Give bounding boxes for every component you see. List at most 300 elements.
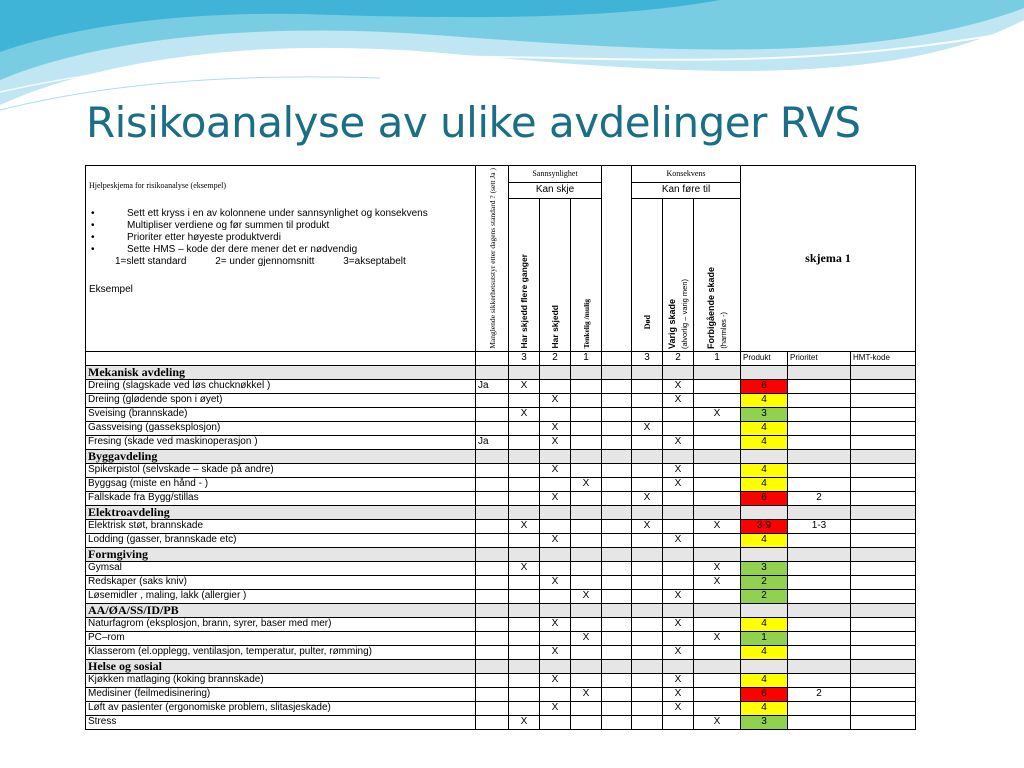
hazard-label: Medisiner (feilmedisinering): [86, 687, 476, 701]
prioritet-cell: [788, 645, 851, 659]
instruction-item: • Multipliser verdiene og før summen til produkt: [89, 220, 472, 232]
section-cell: [632, 603, 663, 617]
standard-cell: [476, 687, 509, 701]
section-title: Formgiving: [86, 547, 476, 561]
produkt-cell: 4: [741, 435, 788, 449]
sannsynlighet-cell: [509, 589, 540, 603]
konsekvens-cell: [694, 477, 741, 491]
konsekvens-cell: X: [694, 715, 741, 729]
spacer-cell: [602, 519, 632, 533]
spacer-cell: [602, 617, 632, 631]
sannsynlighet-cell: [509, 631, 540, 645]
spacer-cell: [602, 715, 632, 729]
slide-title: Risikoanalyse av ulike avdelinger RVS: [86, 98, 861, 147]
prioritet-cell: [788, 393, 851, 407]
table-row: [86, 421, 916, 435]
sannsynlighet-cell: [540, 379, 571, 393]
konsekvens-cell: [632, 533, 663, 547]
sannsynlighet-cell: X: [509, 519, 540, 533]
section-cell: [571, 659, 602, 673]
hmt-cell: [851, 575, 916, 589]
table-row: [86, 533, 916, 547]
konsekvens-cell: [694, 421, 741, 435]
hazard-label: Sveising (brannskade): [86, 407, 476, 421]
section-cell: [632, 365, 663, 379]
konsekvens-cell: X: [663, 589, 694, 603]
produkt-cell: 6: [741, 687, 788, 701]
prioritet-cell: [788, 575, 851, 589]
score-number: 2: [540, 351, 571, 365]
sannsynlighet-cell: [571, 701, 602, 715]
sannsynlighet-cell: [571, 393, 602, 407]
help-title: Hjelpeskjema for risikoanalyse (eksempel): [89, 181, 227, 190]
produkt-cell: 4: [741, 421, 788, 435]
standard-cell: [476, 477, 509, 491]
konsekvens-cell: [663, 561, 694, 575]
section-cell: [476, 659, 509, 673]
scale-item: 2= under gjennomsnitt: [215, 256, 315, 267]
hmt-cell: [851, 673, 916, 687]
konsekvens-cell: [663, 519, 694, 533]
instruction-list: [89, 208, 472, 256]
table-row: [86, 491, 916, 505]
konsekvens-cell: [663, 631, 694, 645]
konsekvens-cell: [632, 463, 663, 477]
prioritet-cell: [788, 533, 851, 547]
sannsynlighet-cell: X: [509, 379, 540, 393]
hmt-cell: [851, 617, 916, 631]
table-row: [86, 379, 916, 393]
section-cell: [571, 365, 602, 379]
sannsynlighet-cell: [540, 519, 571, 533]
konsekvens-cell: [632, 561, 663, 575]
sannsynlighet-cell: X: [540, 435, 571, 449]
hazard-label: Fallskade fra Bygg/stillas: [86, 491, 476, 505]
section-cell: [663, 547, 694, 561]
sannsynlighet-cell: [509, 477, 540, 491]
section-cell: [788, 659, 851, 673]
konsekvens-cell: [632, 435, 663, 449]
sannsynlighet-cell: [509, 673, 540, 687]
hmt-cell: [851, 463, 916, 477]
prioritet-cell: [788, 477, 851, 491]
hmt-cell: [851, 435, 916, 449]
spacer-cell: [602, 421, 632, 435]
konsekvens-cell: [632, 575, 663, 589]
section-cell: [851, 365, 916, 379]
help-cell: [86, 166, 476, 352]
section-cell: [788, 365, 851, 379]
produkt-cell: 3: [741, 715, 788, 729]
col-dod: Død: [632, 199, 663, 352]
produkt-cell: 3-9: [741, 519, 788, 533]
table-row: [86, 435, 916, 449]
hmt-cell: [851, 561, 916, 575]
hmt-cell: [851, 631, 916, 645]
konsekvens-cell: X: [663, 701, 694, 715]
hmt-cell: [851, 533, 916, 547]
konsekvens-cell: X: [663, 435, 694, 449]
hmt-cell: [851, 379, 916, 393]
sannsynlighet-cell: X: [540, 491, 571, 505]
score-number: 1: [694, 351, 741, 365]
standard-cell: [476, 617, 509, 631]
produkt-cell: 4: [741, 701, 788, 715]
konsekvens-cell: [663, 715, 694, 729]
section-cell: [540, 547, 571, 561]
konsekvens-cell: X: [632, 491, 663, 505]
spacer-cell: [602, 575, 632, 589]
sannsynlighet-cell: X: [571, 631, 602, 645]
skjema-label: skjema 1: [741, 166, 916, 352]
spacer-cell: [602, 407, 632, 421]
col-har-skjedd: Har skjedd: [540, 199, 571, 352]
konsekvens-cell: X: [663, 393, 694, 407]
section-cell: [571, 603, 602, 617]
table-row: [86, 463, 916, 477]
score-number: 1: [571, 351, 602, 365]
standard-cell: [476, 715, 509, 729]
sannsynlighet-header: Sannsynlighet: [509, 166, 602, 183]
sannsynlighet-cell: [509, 617, 540, 631]
section-cell: [509, 505, 540, 519]
sannsynlighet-cell: [540, 589, 571, 603]
sannsynlighet-cell: [509, 393, 540, 407]
sannsynlighet-cell: [571, 533, 602, 547]
sannsynlighet-cell: X: [571, 687, 602, 701]
konsekvens-cell: [694, 617, 741, 631]
table-row: [86, 617, 916, 631]
spacer-cell: [602, 393, 632, 407]
prioritet-cell: [788, 407, 851, 421]
section-cell: [476, 505, 509, 519]
konsekvens-cell: X: [632, 421, 663, 435]
section-cell: [851, 505, 916, 519]
konsekvens-cell: X: [663, 645, 694, 659]
section-row: [86, 603, 916, 617]
hmt-cell: [851, 393, 916, 407]
spacer-cell: [602, 673, 632, 687]
table-row: [86, 645, 916, 659]
sannsynlighet-cell: [571, 645, 602, 659]
prioritet-cell: [788, 701, 851, 715]
konsekvens-cell: [694, 533, 741, 547]
scale-item: 1=slett standard: [115, 256, 187, 267]
hazard-label: Fresing (skade ved maskinoperasjon ): [86, 435, 476, 449]
standard-cell: [476, 491, 509, 505]
sannsynlighet-cell: [571, 673, 602, 687]
score-number: 3: [509, 351, 540, 365]
konsekvens-cell: X: [694, 561, 741, 575]
section-cell: [602, 365, 632, 379]
section-cell: [632, 505, 663, 519]
sannsynlighet-cell: [509, 687, 540, 701]
prioritet-cell: 1-3: [788, 519, 851, 533]
col-varig-skade: Varig skade (alvorlig – varig men): [663, 199, 694, 352]
spacer-cell: [602, 477, 632, 491]
instruction-item: • Sett ett kryss i en av kolonnene under sannsynlighet og konsekvens: [89, 208, 472, 220]
sannsynlighet-cell: [540, 715, 571, 729]
hmt-cell: [851, 519, 916, 533]
section-cell: [851, 603, 916, 617]
prioritet-cell: [788, 435, 851, 449]
sannsynlighet-cell: [571, 435, 602, 449]
section-title: AA/ØA/SS/ID/PB: [86, 603, 476, 617]
score-number: 2: [663, 351, 694, 365]
table-row: [86, 715, 916, 729]
spacer-cell: [602, 701, 632, 715]
kan-skje-header: Kan skje: [509, 182, 602, 199]
standard-cell: [476, 393, 509, 407]
section-cell: [476, 603, 509, 617]
col-har-skjedd-flere: Har skjedd flere ganger: [509, 199, 540, 352]
section-row: [86, 659, 916, 673]
spacer-cell: [602, 463, 632, 477]
sannsynlighet-cell: [571, 519, 602, 533]
section-cell: [476, 449, 509, 463]
scale-item: 3=akseptabelt: [343, 256, 406, 267]
sannsynlighet-cell: X: [540, 463, 571, 477]
section-title: Helse og sosial: [86, 659, 476, 673]
table-row: [86, 561, 916, 575]
section-cell: [632, 547, 663, 561]
sannsynlighet-cell: X: [540, 617, 571, 631]
table-row: [86, 407, 916, 421]
konsekvens-cell: X: [663, 687, 694, 701]
col-forbigaende-skade: Forbigående skade (harmløs -): [694, 199, 741, 352]
prioritet-cell: 2: [788, 687, 851, 701]
sannsynlighet-cell: X: [509, 561, 540, 575]
konsekvens-cell: [632, 477, 663, 491]
instruction-item: • Sette HMS – kode der dere mener det er nødvendig: [89, 244, 472, 256]
hmt-cell: [851, 491, 916, 505]
hazard-label: PC–rom: [86, 631, 476, 645]
sannsynlighet-cell: [571, 561, 602, 575]
hazard-label: Lodding (gasser, brannskade etc): [86, 533, 476, 547]
sannsynlighet-cell: [571, 575, 602, 589]
section-cell: [571, 505, 602, 519]
sannsynlighet-cell: [540, 631, 571, 645]
konsekvens-cell: [694, 393, 741, 407]
section-cell: [694, 603, 741, 617]
sannsynlighet-cell: X: [509, 407, 540, 421]
sannsynlighet-cell: [571, 617, 602, 631]
produkt-cell: 6: [741, 491, 788, 505]
standard-cell: [476, 575, 509, 589]
konsekvens-cell: [663, 575, 694, 589]
section-cell: [788, 603, 851, 617]
konsekvens-cell: [694, 645, 741, 659]
section-cell: [788, 547, 851, 561]
produkt-header: Produkt: [741, 351, 788, 365]
section-cell: [663, 365, 694, 379]
standard-cell: [476, 631, 509, 645]
section-cell: [694, 449, 741, 463]
produkt-cell: 3: [741, 561, 788, 575]
scale-legend: [89, 256, 472, 268]
sannsynlighet-cell: X: [540, 575, 571, 589]
konsekvens-cell: [632, 589, 663, 603]
section-cell: [851, 547, 916, 561]
sannsynlighet-cell: [540, 687, 571, 701]
produkt-cell: 6: [741, 379, 788, 393]
section-cell: [509, 365, 540, 379]
section-cell: [602, 547, 632, 561]
konsekvens-cell: [694, 463, 741, 477]
produkt-cell: 4: [741, 393, 788, 407]
konsekvens-cell: [694, 435, 741, 449]
section-cell: [741, 659, 788, 673]
prioritet-cell: [788, 589, 851, 603]
konsekvens-cell: X: [663, 617, 694, 631]
section-row: [86, 449, 916, 463]
konsekvens-cell: X: [663, 379, 694, 393]
risk-table: [85, 165, 916, 730]
produkt-cell: 4: [741, 477, 788, 491]
konsekvens-cell: [632, 645, 663, 659]
sannsynlighet-cell: [571, 407, 602, 421]
table-row: [86, 589, 916, 603]
konsekvens-cell: [694, 687, 741, 701]
konsekvens-cell: [663, 407, 694, 421]
sannsynlighet-cell: [509, 421, 540, 435]
konsekvens-cell: X: [663, 463, 694, 477]
produkt-cell: 4: [741, 463, 788, 477]
konsekvens-cell: [694, 379, 741, 393]
kan-fore-til-header: Kan føre til: [632, 182, 741, 199]
konsekvens-cell: X: [694, 519, 741, 533]
standard-cell: [476, 533, 509, 547]
konsekvens-cell: [632, 617, 663, 631]
sannsynlighet-cell: X: [571, 589, 602, 603]
hazard-label: Byggsag (miste en hånd - ): [86, 477, 476, 491]
sannsynlighet-cell: [540, 477, 571, 491]
hazard-label: Naturfagrom (eksplosjon, brann, syrer, baser med mer): [86, 617, 476, 631]
spacer-cell: [602, 631, 632, 645]
standard-cell: [476, 561, 509, 575]
prioritet-cell: 2: [788, 491, 851, 505]
hazard-label: Klasserom (el.opplegg, ventilasjon, temperatur, pulter, rømming): [86, 645, 476, 659]
prioritet-header: Prioritet: [788, 351, 851, 365]
section-cell: [694, 659, 741, 673]
konsekvens-header: Konsekvens: [632, 166, 741, 183]
hmt-cell: [851, 645, 916, 659]
spacer-cell: [602, 491, 632, 505]
sannsynlighet-cell: [509, 645, 540, 659]
section-cell: [741, 365, 788, 379]
prioritet-cell: [788, 379, 851, 393]
hmt-header: HMT-kode: [851, 351, 916, 365]
konsekvens-cell: [694, 589, 741, 603]
hazard-label: Kjøkken matlaging (koking brannskade): [86, 673, 476, 687]
spacer-cell: [602, 561, 632, 575]
sannsynlighet-cell: X: [540, 673, 571, 687]
konsekvens-cell: [663, 421, 694, 435]
section-cell: [602, 505, 632, 519]
standard-cell: [476, 645, 509, 659]
section-cell: [509, 659, 540, 673]
produkt-cell: 4: [741, 645, 788, 659]
table-row: [86, 477, 916, 491]
hmt-cell: [851, 477, 916, 491]
spacer-cell: [602, 687, 632, 701]
section-cell: [602, 603, 632, 617]
standard-cell: Ja: [476, 435, 509, 449]
sannsynlighet-cell: [509, 575, 540, 589]
sannsynlighet-cell: X: [540, 533, 571, 547]
section-cell: [540, 449, 571, 463]
sannsynlighet-cell: [571, 421, 602, 435]
konsekvens-cell: X: [694, 407, 741, 421]
section-cell: [741, 449, 788, 463]
sannsynlighet-cell: [509, 435, 540, 449]
prioritet-cell: [788, 421, 851, 435]
section-cell: [602, 659, 632, 673]
produkt-cell: 4: [741, 533, 788, 547]
produkt-cell: 2: [741, 589, 788, 603]
sannsynlighet-cell: X: [509, 715, 540, 729]
konsekvens-cell: [632, 701, 663, 715]
example-label: Eksempel: [89, 284, 133, 295]
hazard-label: Stress: [86, 715, 476, 729]
hazard-label: Elektrisk støt, brannskade: [86, 519, 476, 533]
section-cell: [851, 659, 916, 673]
table-row: [86, 519, 916, 533]
hmt-cell: [851, 687, 916, 701]
sannsynlighet-cell: [571, 715, 602, 729]
section-cell: [851, 449, 916, 463]
prioritet-cell: [788, 463, 851, 477]
section-cell: [509, 603, 540, 617]
section-cell: [476, 365, 509, 379]
section-cell: [694, 365, 741, 379]
sannsynlighet-cell: [509, 463, 540, 477]
konsekvens-cell: X: [663, 533, 694, 547]
section-row: [86, 547, 916, 561]
standard-cell: [476, 519, 509, 533]
table-row: [86, 701, 916, 715]
konsekvens-cell: [632, 407, 663, 421]
prioritet-cell: [788, 631, 851, 645]
hazard-label: Løft av pasienter (ergonomiske problem, slitasjeskade): [86, 701, 476, 715]
section-cell: [741, 505, 788, 519]
konsekvens-cell: [632, 631, 663, 645]
table-row: [86, 631, 916, 645]
standard-cell: [476, 421, 509, 435]
konsekvens-cell: X: [632, 519, 663, 533]
standard-cell: [476, 463, 509, 477]
section-cell: [632, 659, 663, 673]
prioritet-cell: [788, 673, 851, 687]
col-tenkelig: Tenkelig /mulig: [571, 199, 602, 352]
sannsynlighet-cell: [571, 379, 602, 393]
hazard-label: Gymsal: [86, 561, 476, 575]
konsekvens-cell: X: [663, 673, 694, 687]
instruction-item: • Prioriter etter høyeste produktverdi: [89, 232, 472, 244]
section-cell: [694, 505, 741, 519]
section-cell: [788, 505, 851, 519]
standard-cell: Ja: [476, 379, 509, 393]
prioritet-cell: [788, 561, 851, 575]
section-cell: [663, 603, 694, 617]
section-title: Elektroavdeling: [86, 505, 476, 519]
section-cell: [509, 547, 540, 561]
konsekvens-cell: [632, 393, 663, 407]
konsekvens-cell: [632, 673, 663, 687]
section-cell: [540, 365, 571, 379]
produkt-cell: 4: [741, 617, 788, 631]
sannsynlighet-cell: X: [571, 477, 602, 491]
